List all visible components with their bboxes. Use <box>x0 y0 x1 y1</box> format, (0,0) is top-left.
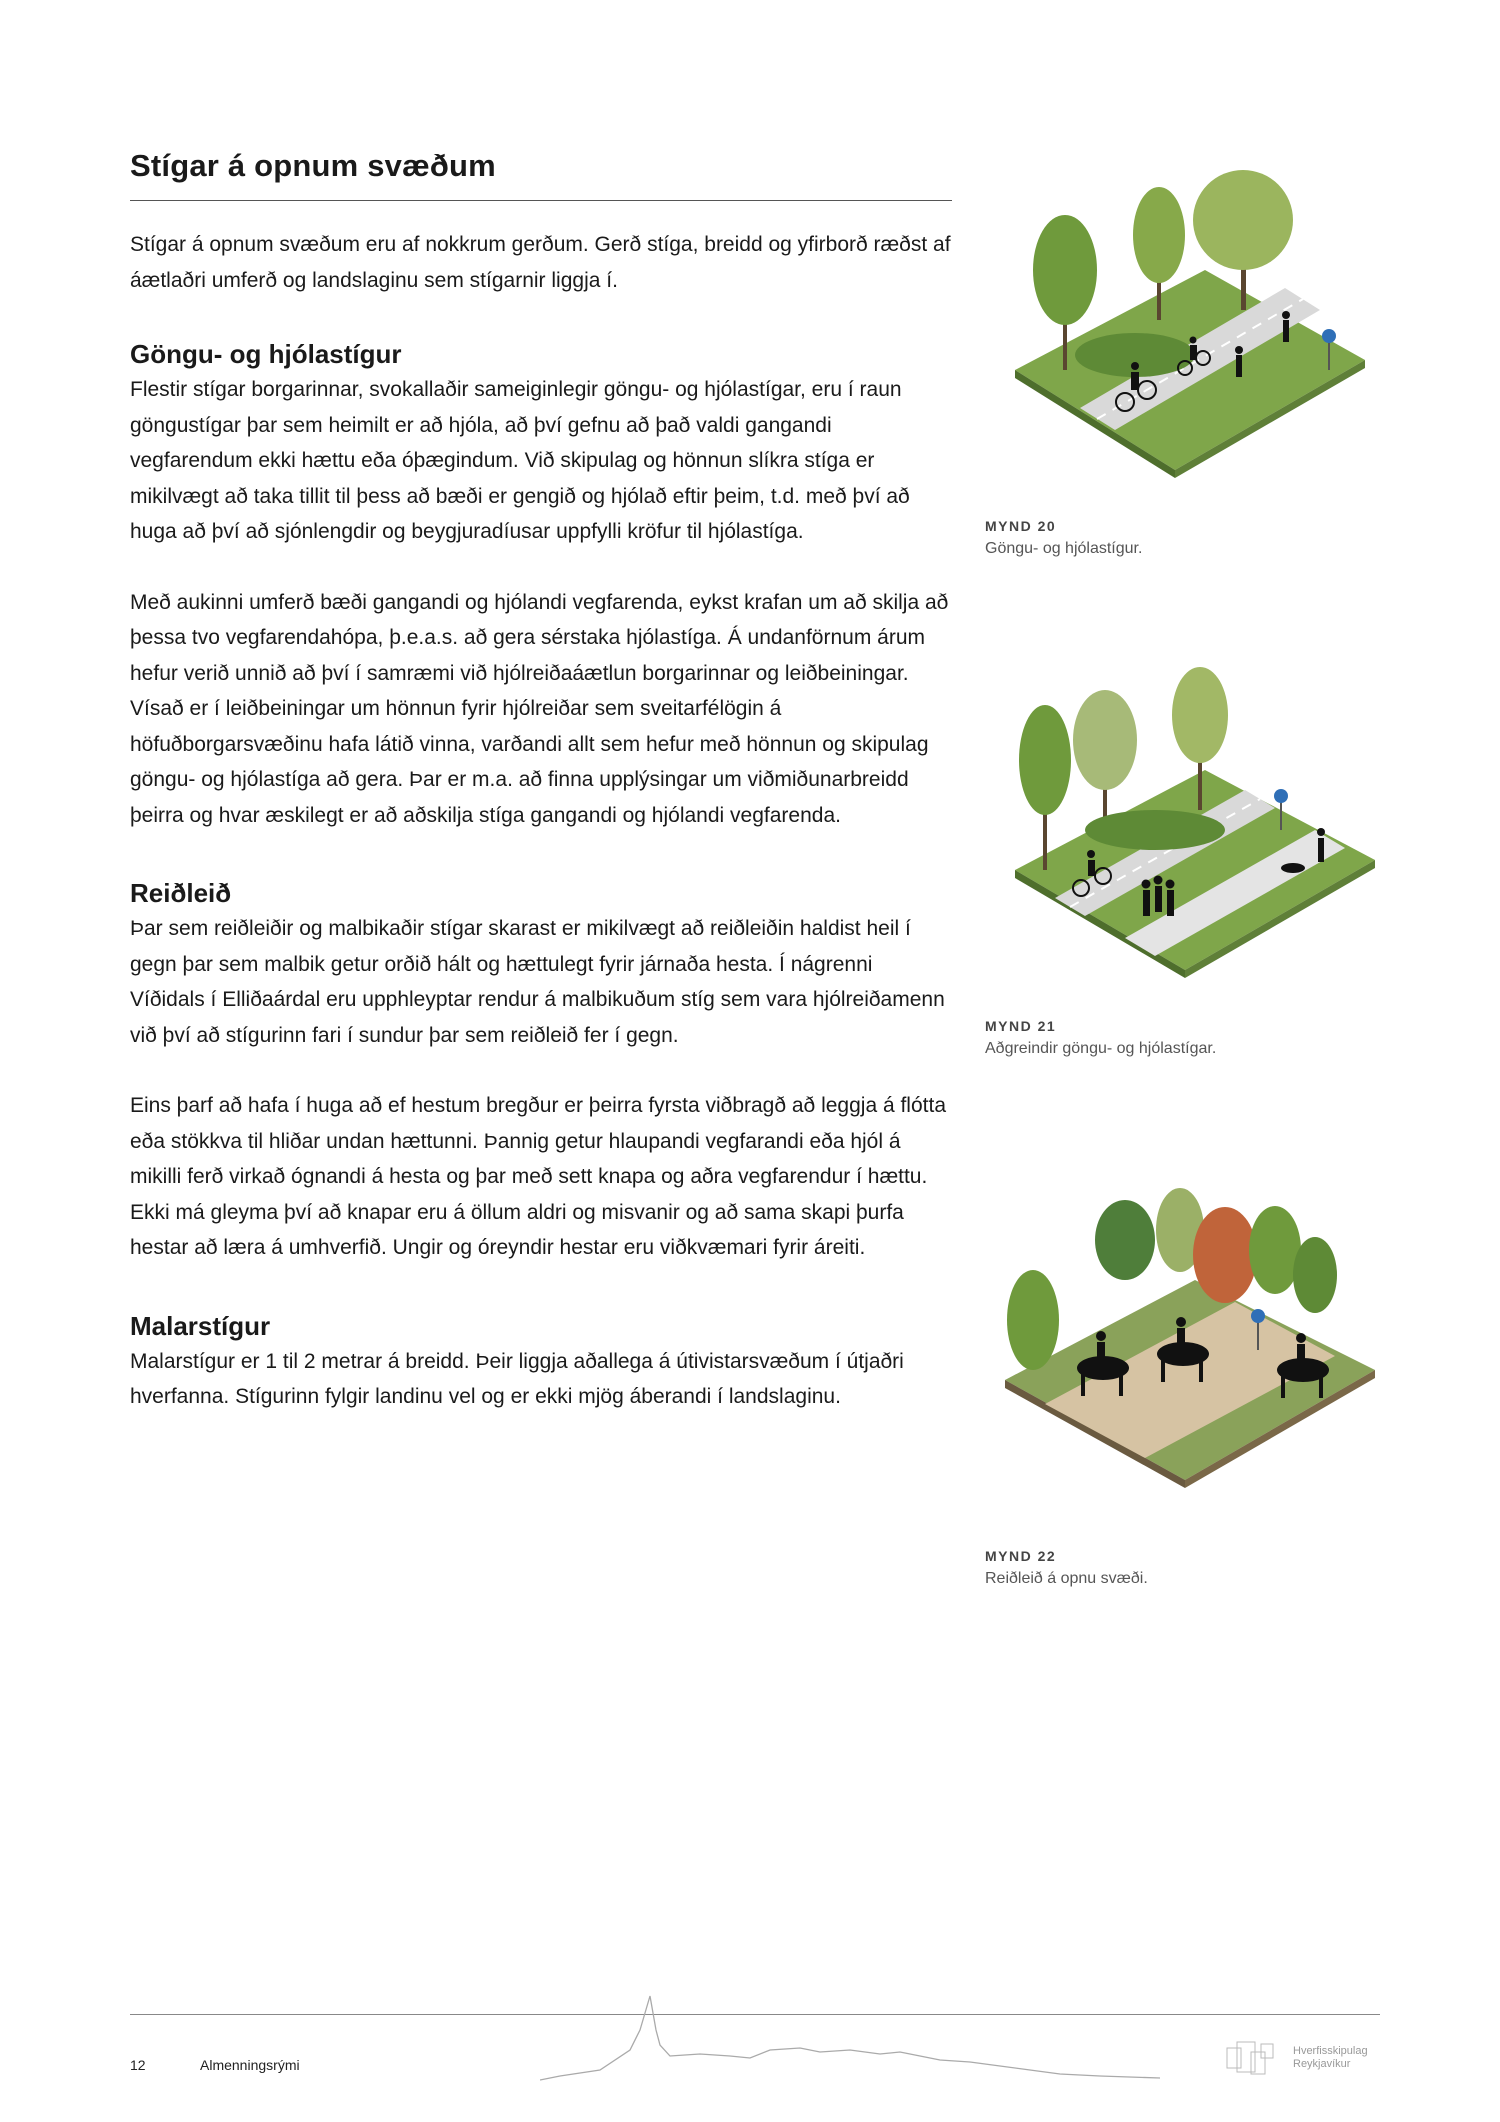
paragraph-gongu-1: Flestir stígar borgarinnar, svokallaðir sameiginlegir göngu- og hjólastígar, eru í raun göngustígar þar sem heimilt er að hjóla, að því gefnu að það valdi gangandi vegfarendum ekki hættu eða óþægindum. Við skipulag og hönnun slíkra stíga er mikilvægt að taka tillit til þess að bæði er gengið og hjólað eftir þeim, t.d. með því að huga að því að sjónlengdir og beygjuradíusar uppfylli kröfur til hjólastíga. <box>130 378 910 543</box>
logo-line-2: Reykjavíkur <box>1293 2058 1351 2070</box>
figure-20 <box>985 140 1385 558</box>
illustration-bridle-path <box>985 1170 1385 1530</box>
footer-section-name: Almenningsrými <box>200 2057 300 2073</box>
hverfisskipulag-logo <box>1225 2038 1368 2078</box>
tree-icon-cluster <box>1019 667 1228 870</box>
main-column <box>130 148 952 1415</box>
page-title: Stígar á opnum svæðum <box>130 148 952 201</box>
paragraph-reidleid-1: Þar sem reiðleiðir og malbikaðir stígar skarast er mikilvægt að reiðleiðin haldist heil í gegn þar sem malbik getur orðið hált og hættulegt fyrir járnaða hesta. Í nágrenni Víðidals í Elliðaárdal eru upphleyptar rendur á malbikuðum stíg sem vara hjólreiðamenn við því að stígurinn fari í sundur þar sem reiðleið fer í gegn. <box>130 917 945 1047</box>
figure-22-label: MYND 22 <box>985 1548 1057 1564</box>
heading-malarstigur: Malarstígur <box>130 1310 271 1341</box>
paragraph-malarstigur: Malarstígur er 1 til 2 metrar á breidd. Þeir liggja aðallega á útivistarsvæðum í útjaðri hverfanna. Stígurinn fylgir landinu vel og er ekki mjög áberandi í landslaginu. <box>130 1349 904 1408</box>
heading-reidleid: Reiðleið <box>130 878 232 908</box>
logo-line-1: Hverfisskipulag <box>1293 2045 1368 2057</box>
illustration-separated-paths <box>985 640 1385 1000</box>
illustration-shared-path <box>985 140 1385 500</box>
paragraph-gongu-2: Með aukinni umferð bæði gangandi og hjólandi vegfarenda, eykst krafan um að skilja að þessa tvo vegfarendahópa, þ.e.a.s. að gera sérstaka hjólastíga. Á undanförnum árum hefur verið unnið að því í samræmi við hjólreiðaáætlun borgarinnar og leiðbeiningar. Vísað er í leiðbeiningar um hönnun fyrir hjólreiðar sem sveitarfélögin á höfuðborgarsvæðinu hafa látið vinna, varðandi allt sem hefur með hönnun og skipulag göngu- og hjólastíga að gera. Þar er m.a. að finna upplýsingar um viðmiðunarbreidd þeirra og hvar æskilegt er að aðskilja stíga gangandi og hjólandi vegfarenda. <box>130 590 949 827</box>
intro-paragraph: Stígar á opnum svæðum eru af nokkrum gerðum. Gerð stíga, breidd og yfirborð ræðst af áætlaðri umferð og landslaginu sem stígarnir liggja í. <box>130 233 951 292</box>
heading-gongu-og-hjolastigur: Göngu- og hjólastígur <box>130 339 402 369</box>
skyline-icon <box>540 1990 1180 2090</box>
figure-21-caption: Aðgreindir göngu- og hjólastígar. <box>985 1040 1217 1057</box>
paragraph-reidleid-2: Eins þarf að hafa í huga að ef hestum bregður er þeirra fyrsta viðbragð að leggja á flótta eða stökkva til hliðar undan hættunni. Þannig getur hlaupandi vegfarandi eða hjól á mikilli ferð virkað ógnandi á hesta og þar með sett knapa og aðra vegfarendur í hættu. Ekki má gleyma því að knapar eru á öllum aldri og misvanir og að sama skapi þurfa hestar að læra á umhverfið. Ungir og óreyndir hestar eru viðkvæmari fyrir áreiti. <box>130 1094 946 1259</box>
figure-22 <box>985 1170 1385 1588</box>
figure-21 <box>985 640 1385 1058</box>
figure-20-caption: Göngu- og hjólastígur. <box>985 540 1143 557</box>
page-number: 12 <box>130 2057 146 2073</box>
logo-icon <box>1225 2038 1285 2078</box>
figure-20-label: MYND 20 <box>985 518 1057 534</box>
figure-22-caption: Reiðleið á opnu svæði. <box>985 1570 1148 1587</box>
figure-21-label: MYND 21 <box>985 1018 1057 1034</box>
